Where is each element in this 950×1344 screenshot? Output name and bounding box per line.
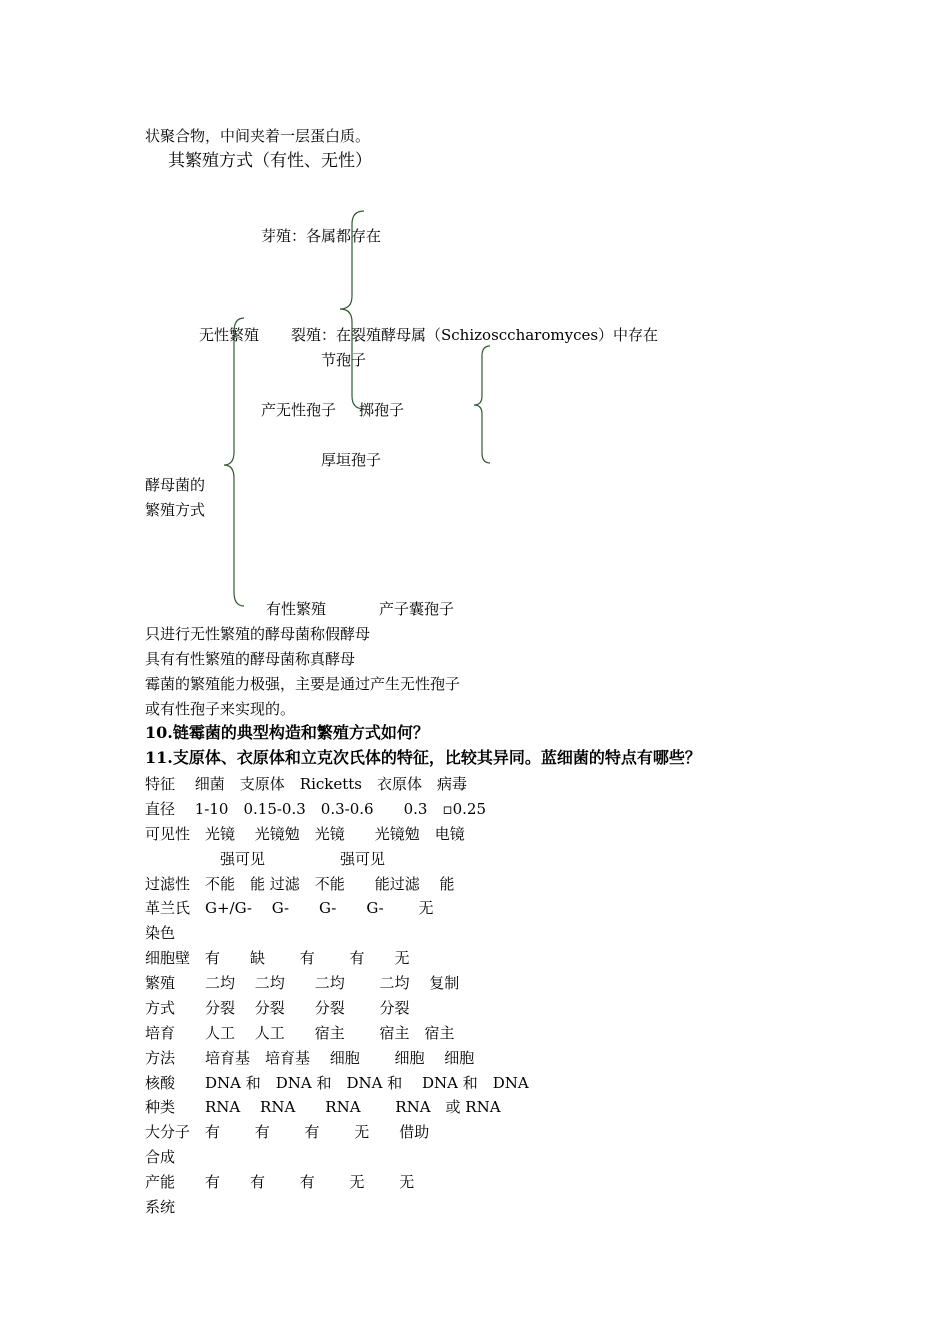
root-label-line-1: 酵母菌的	[145, 476, 206, 494]
table-row: 系统	[145, 1198, 176, 1216]
sexual-label: 有性繁殖	[266, 600, 327, 618]
table-row: 过滤性 不能 能 过滤 不能 能过滤 能	[145, 875, 455, 893]
table-row: 培育 人工 人工 宿主 宿主 宿主	[145, 1024, 455, 1042]
table-row: 染色	[145, 924, 176, 942]
table-row: 直径 1-10 0.15-0.3 0.3-0.6 0.3 ▫0.25	[145, 800, 486, 818]
table-row: 方法 培育基 培育基 细胞 细胞 细胞	[145, 1049, 475, 1067]
table-row: 繁殖 二均 二均 二均 二均 复制	[145, 974, 460, 992]
brace-diagram	[0, 0, 950, 640]
note-line: 或有性孢子来实现的。	[145, 700, 296, 718]
ballistospore-label: 掷孢子	[359, 401, 405, 419]
ascospore-label: 产子囊孢子	[379, 600, 455, 618]
fission-label: 裂殖：在裂殖酵母属（Schizosccharomyces）中存在	[291, 326, 659, 344]
note-line: 只进行无性繁殖的酵母菌称假酵母	[145, 625, 371, 643]
chlamydospore-label: 厚垣孢子	[321, 451, 382, 469]
table-row: 产能 有 有 有 无 无	[145, 1173, 415, 1191]
table-row: 方式 分裂 分裂 分裂 分裂	[145, 999, 410, 1017]
note-line: 霉菌的繁殖能力极强，主要是通过产生无性孢子	[145, 675, 461, 693]
root-label-line-2: 繁殖方式	[145, 501, 206, 519]
table-row: 大分子 有 有 有 无 借助	[145, 1123, 430, 1141]
table-row: 革兰氏 G+/G- G- G- G- 无	[145, 899, 434, 917]
table-row: 合成	[145, 1148, 176, 1166]
table-row: 特征 细菌 支原体 Ricketts 衣原体 病毒	[145, 775, 467, 793]
spore-brace	[474, 346, 490, 463]
budding-label: 芽殖：各属都存在	[261, 227, 382, 245]
table-row: 强可见 强可见	[145, 850, 386, 868]
root-brace	[224, 318, 244, 606]
intro-line-2: 其繁殖方式（有性、无性）	[168, 151, 372, 171]
arthrospore-label: 节孢子	[321, 351, 367, 369]
asexual-label: 无性繁殖	[199, 326, 260, 344]
note-line: 具有有性繁殖的酵母菌称真酵母	[145, 650, 356, 668]
table-row: 核酸 DNA 和 DNA 和 DNA 和 DNA 和 DNA	[145, 1074, 529, 1092]
table-row: 可见性 光镜 光镜勉 光镜 光镜勉 电镜	[145, 825, 465, 843]
table-row: 细胞壁 有 缺 有 有 无	[145, 949, 410, 967]
question-11: 11.支原体、衣原体和立克次氏体的特征，比较其异同。蓝细菌的特点有哪些？	[145, 748, 701, 767]
produce-asexual-spores-label: 产无性孢子	[261, 401, 337, 419]
intro-line-1: 状聚合物，中间夹着一层蛋白质。	[145, 127, 371, 145]
table-row: 种类 RNA RNA RNA RNA 或 RNA	[145, 1098, 501, 1116]
question-10: 10.链霉菌的典型构造和繁殖方式如何？	[145, 723, 429, 742]
